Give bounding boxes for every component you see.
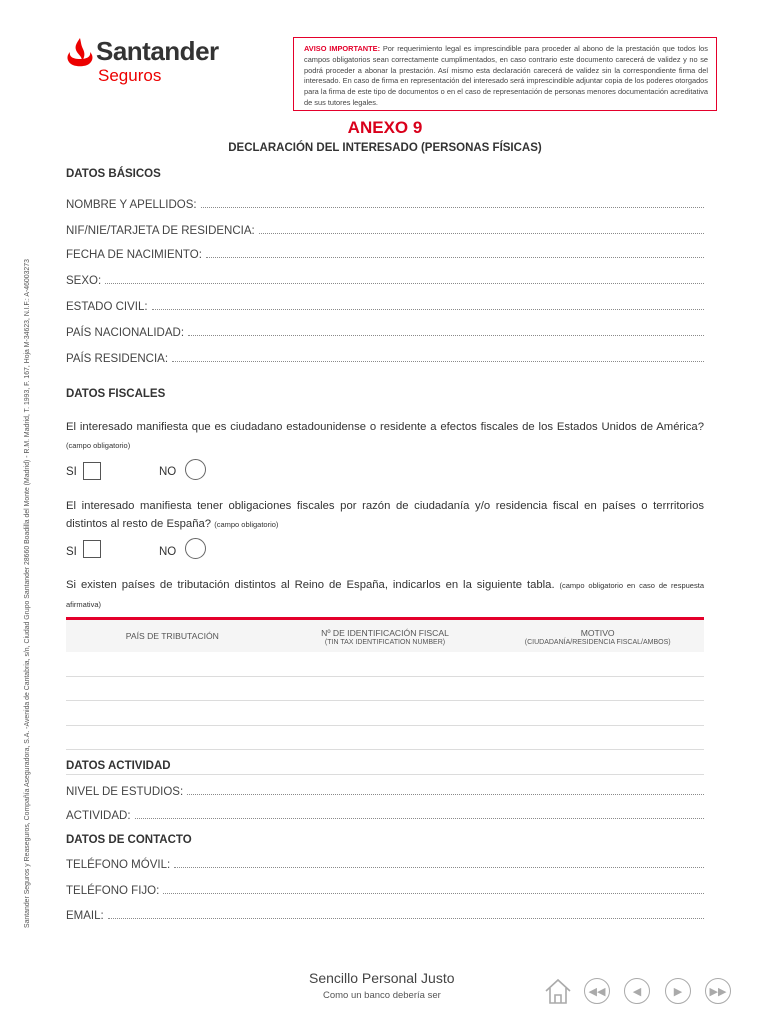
field-label: ACTIVIDAD:: [66, 810, 131, 822]
field-label: TELÉFONO FIJO:: [66, 885, 160, 897]
field-label: NIF/NIE/TARJETA DE RESIDENCIA:: [66, 225, 255, 237]
option-no-label: NO: [159, 466, 177, 478]
santander-flame-logo: [66, 36, 94, 68]
field-fecha-nacimiento[interactable]: [66, 245, 704, 261]
field-label: FECHA DE NACIMIENTO:: [66, 249, 202, 261]
checkbox-si-q2[interactable]: [83, 540, 101, 558]
footer-tagline: Como un banco debería ser: [323, 990, 441, 1001]
field-label: NOMBRE Y APELLIDOS:: [66, 199, 197, 211]
column-title: Nº DE IDENTIFICACIÓN FISCAL: [321, 628, 449, 638]
field-estado-civil[interactable]: [66, 297, 704, 313]
field-label: SEXO:: [66, 275, 102, 287]
option-no-label: NO: [159, 546, 177, 558]
question-text: Si existen países de tributación distintos al Reino de España, indicarlos en la siguiente tabla.: [66, 579, 555, 591]
question-text: El interesado manifiesta tener obligaciones fiscales por razón de ciudadanía y/o residencia fiscal en países o terrritorios distintos al resto de España?: [66, 500, 704, 530]
question-foreign-obligations: [66, 497, 704, 534]
option-si-label: SI: [66, 466, 77, 478]
table-row[interactable]: [66, 652, 704, 677]
footer-slogan: Sencillo Personal Justo: [309, 970, 455, 986]
section-datos-contacto: DATOS DE CONTACTO: [66, 834, 192, 846]
column-header-nif: [279, 620, 492, 652]
page-subtitle: DECLARACIÓN DEL INTERESADO (PERSONAS FÍSICAS): [228, 142, 542, 154]
field-actividad[interactable]: [66, 806, 704, 822]
required-note: (campo obligatorio en caso de respuesta afirmativa): [66, 581, 704, 609]
section-datos-actividad: DATOS ACTIVIDAD: [66, 760, 171, 772]
table-row[interactable]: [66, 677, 704, 702]
field-sexo[interactable]: [66, 271, 704, 287]
field-nombre[interactable]: [66, 195, 704, 211]
column-subtitle: (CIUDADANÍA/RESIDENCIA FISCAL/AMBOS): [524, 639, 671, 646]
field-label: PAÍS RESIDENCIA:: [66, 353, 169, 365]
section-datos-fiscales: DATOS FISCALES: [66, 388, 166, 400]
field-label: EMAIL:: [66, 910, 104, 922]
question-usa-resident: [66, 418, 704, 455]
first-page-icon[interactable]: ◀◀: [584, 978, 610, 1004]
tax-countries-table: [66, 617, 704, 775]
question-text: El interesado manifiesta que es ciudadano estadounidense o residente a efectos fiscales de los Estados Unidos de América?: [66, 421, 704, 433]
table-row[interactable]: [66, 726, 704, 751]
field-pais-residencia[interactable]: [66, 349, 704, 365]
home-icon[interactable]: [543, 976, 573, 1006]
legal-side-text: Santander Seguros y Reaseguros, Compañía Aseguradora, S.A. -Avenida de Cantabria, s/n, Ciudad Grupo Santander 28660 Boadilla del Monte (Madrid) - R.M. Madrid, T. 1993, F. 167, Hoja M-34623, N.I.F.: A-46003273: [24, 259, 31, 928]
option-si-label: SI: [66, 546, 77, 558]
required-note: (campo obligatorio): [66, 441, 131, 450]
radio-no-q2[interactable]: [185, 538, 206, 559]
field-label: NIVEL DE ESTUDIOS:: [66, 786, 184, 798]
table-row[interactable]: [66, 701, 704, 726]
next-page-icon[interactable]: ▶: [665, 978, 691, 1004]
notice-text: Por requerimiento legal es imprescindible para proceder al abono de la prestación que todos los campos obligatorios sean correctamente cumplimentados, en caso contrario este documento carecerá de validez y no se podrá proceder a abonar la prestación. Así mismo esta declaración carecerá de validez sin la correspondiente firma del interesado. En caso de firma en representación del interesado será imprescindible adjuntar copia de los poderes otorgados para la firma de este tipo de documentos o en el caso de representación de personas menores documentación acreditativa de sus tutores legales.: [304, 44, 708, 107]
field-nivel-estudios[interactable]: [66, 782, 704, 798]
field-telefono-movil[interactable]: [66, 855, 704, 871]
field-telefono-fijo[interactable]: [66, 881, 704, 897]
important-notice: [293, 37, 717, 111]
table-header: [66, 617, 704, 652]
field-email[interactable]: [66, 906, 704, 922]
column-header-motivo: [491, 620, 704, 652]
column-subtitle: (TIN TAX IDENTIFICATION NUMBER): [324, 639, 446, 646]
radio-no-q1[interactable]: [185, 459, 206, 480]
brand-subtitle: Seguros: [98, 66, 162, 85]
question-tax-countries: [66, 576, 704, 614]
brand-name: Santander: [96, 36, 219, 66]
previous-page-icon[interactable]: ◀: [624, 978, 650, 1004]
field-pais-nacionalidad[interactable]: [66, 323, 704, 339]
notice-title: AVISO IMPORTANTE:: [304, 44, 381, 53]
column-header-pais: PAÍS DE TRIBUTACIÓN: [125, 631, 219, 641]
checkbox-si-q1[interactable]: [83, 462, 101, 480]
column-title: MOTIVO: [580, 628, 615, 638]
required-note: (campo obligatorio): [214, 520, 279, 529]
page-title: ANEXO 9: [347, 118, 423, 137]
section-datos-basicos: DATOS BÁSICOS: [66, 168, 161, 180]
field-label: ESTADO CIVIL:: [66, 301, 148, 313]
last-page-icon[interactable]: ▶▶: [705, 978, 731, 1004]
field-label: PAÍS NACIONALIDAD:: [66, 327, 185, 339]
field-nif[interactable]: [66, 221, 704, 237]
field-label: TELÉFONO MÓVIL:: [66, 859, 171, 871]
